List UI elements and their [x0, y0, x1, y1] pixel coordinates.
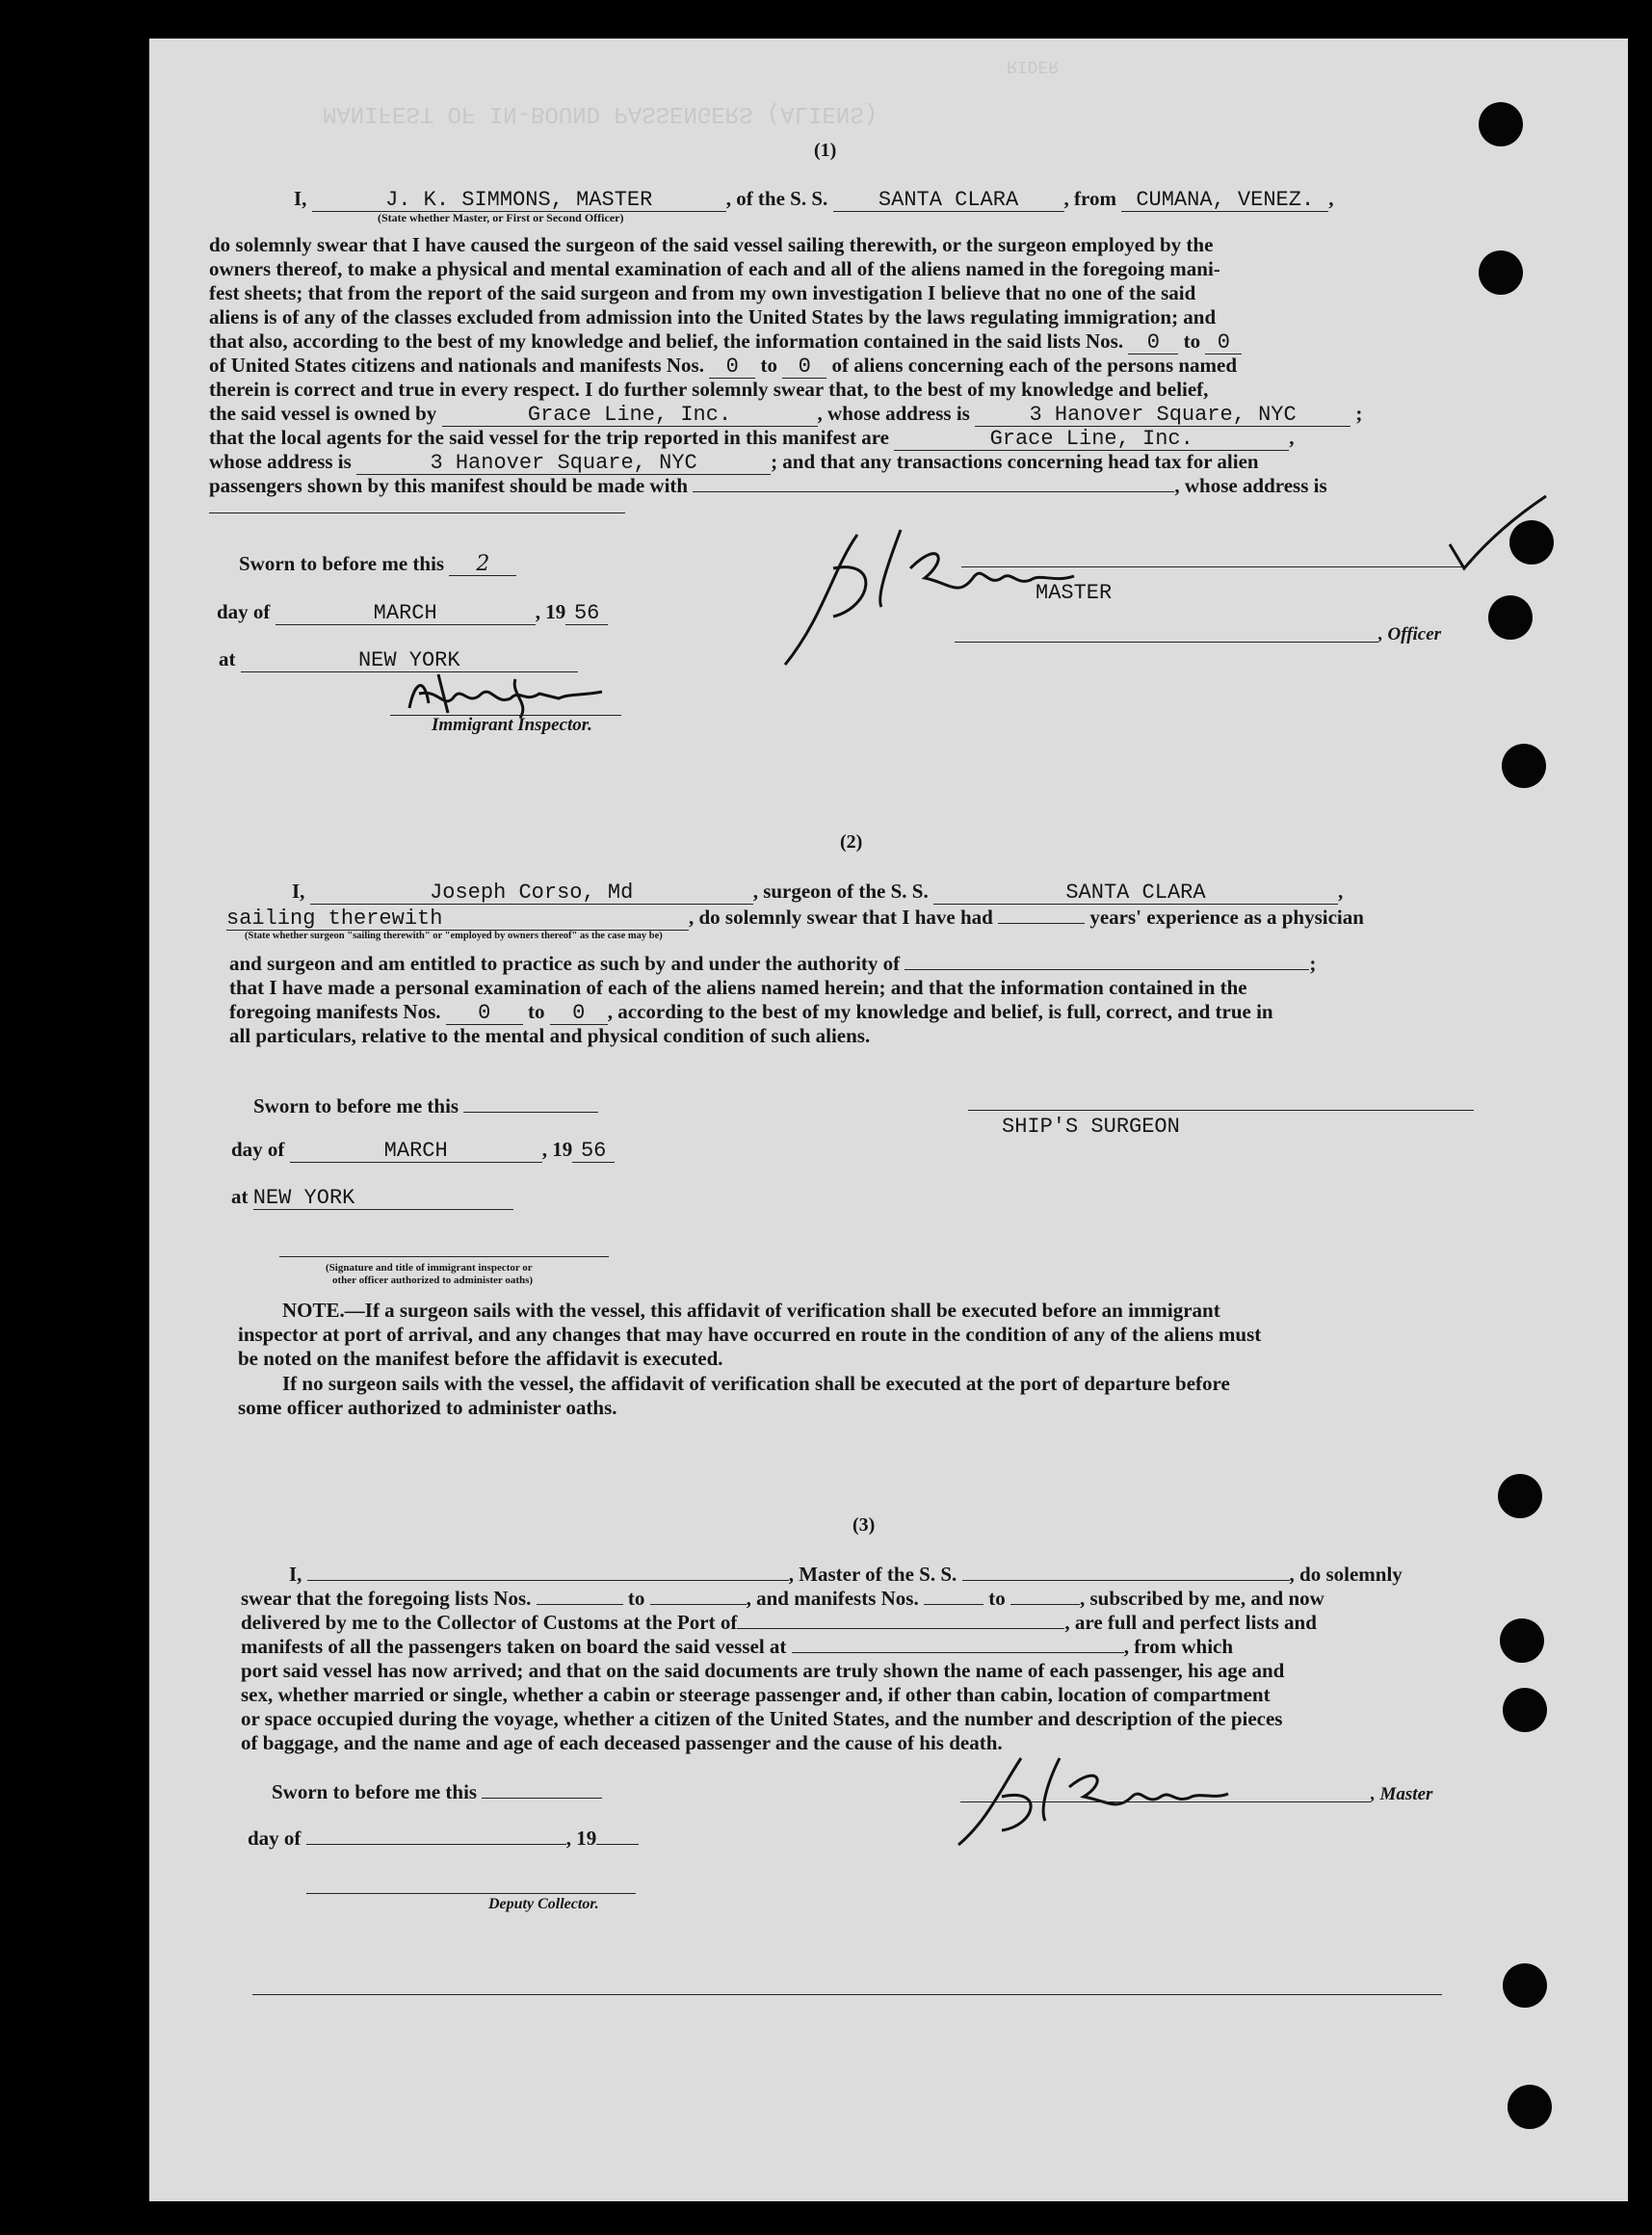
agents-field[interactable]: Grace Line, Inc. — [894, 429, 1289, 451]
surgeon-sworn-line: Sworn to before me this — [253, 1094, 598, 1118]
document-page — [149, 39, 1628, 2201]
sig-hint: (Signature and title of immigrant inspector or — [326, 1262, 533, 1274]
officer-line[interactable] — [955, 642, 1378, 643]
sec3-lists-from-field[interactable] — [537, 1587, 623, 1605]
surgeon-place-field[interactable]: NEW YORK — [253, 1188, 513, 1210]
master-title: MASTER — [1036, 581, 1113, 605]
surgeon-day-line: day of MARCH , 19 56 — [231, 1138, 615, 1163]
place-field[interactable]: NEW YORK — [241, 650, 578, 672]
particulars-text: all particulars, relative to the mental and physical condition of such aliens. — [229, 1024, 871, 1047]
sec3-month-field[interactable] — [306, 1827, 566, 1845]
at-line: at NEW YORK — [219, 647, 578, 672]
inspector-sig-line-2[interactable] — [279, 1256, 609, 1257]
punch-hole — [1502, 744, 1546, 788]
punch-hole — [1503, 1963, 1547, 2008]
officer-label: , Officer — [1378, 624, 1442, 644]
surgeon-name-field[interactable]: Joseph Corso, Md — [310, 882, 753, 905]
head-tax-line: passengers shown by this manifest should be made with , whose address is — [209, 474, 1327, 497]
sec3-lists-line: swear that the foregoing lists Nos. to , and manifests Nos. to , subscribed by me, and now — [241, 1587, 1324, 1610]
from-port-field[interactable]: CUMANA, VENEZ. — [1121, 190, 1328, 212]
sec3-text: port said vessel has now arrived; and that on the said documents are truly shown the name of each passenger, his age and — [241, 1659, 1285, 1682]
sec3-master-line: I, , Master of the S. S. , do solemnly — [289, 1563, 1403, 1586]
ships-surgeon-label: SHIP'S SURGEON — [1002, 1115, 1180, 1139]
manifests-line: foregoing manifests Nos. 0 to 0 , according to the best of my knowledge and belief, is full, correct, and true in — [229, 1000, 1273, 1025]
section-2-number: (2) — [840, 831, 863, 853]
manifests-from-field[interactable]: 0 — [709, 356, 755, 379]
master-hint: (State whether Master, or First or Second Officer) — [378, 211, 624, 224]
section-1-number: (1) — [814, 140, 837, 161]
years-field[interactable] — [998, 906, 1085, 924]
sec3-text: or space occupied during the voyage, whether a citizen of the United States, and the number and description of the pieces — [241, 1707, 1283, 1730]
sig-hint: other officer authorized to administer oaths) — [332, 1275, 534, 1286]
check-mark — [1445, 491, 1551, 578]
examination-text: that I have made a personal examination of each of the aliens named herein; and that the information contained in the — [229, 976, 1247, 999]
bleed-through-text: MANIFEST OF IN-BOUND PASSENGERS (ALIENS) — [323, 100, 878, 126]
lists-to-field[interactable]: 0 — [1205, 332, 1242, 355]
punch-hole — [1479, 250, 1523, 295]
month-field[interactable]: MARCH — [275, 603, 536, 625]
surgeon-year-field[interactable]: 56 — [572, 1141, 615, 1163]
sec3-sworn-day-field[interactable] — [482, 1780, 602, 1799]
surgeon-manifest-from-field[interactable]: 0 — [446, 1003, 523, 1025]
note-text: some officer authorized to administer oaths. — [238, 1396, 617, 1419]
oath-lists-line: that also, according to the best of my knowledge and belief, the information contained in the said lists Nos. 0 to 0 — [209, 329, 1242, 355]
owner-field[interactable]: Grace Line, Inc. — [442, 405, 818, 427]
sec3-port-field[interactable] — [737, 1611, 1064, 1629]
owner-line: the said vessel is owned by Grace Line, Inc. , whose address is 3 Hanover Square, NYC ; — [209, 402, 1363, 427]
master-name-field[interactable]: J. K. SIMMONS, MASTER — [312, 190, 726, 212]
sworn-day-field[interactable]: 2 — [449, 554, 516, 576]
punch-hole — [1500, 1618, 1544, 1663]
sec3-port-line: delivered by me to the Collector of Customs at the Port of , are full and perfect lists and — [241, 1611, 1317, 1634]
sec3-sworn-line: Sworn to before me this — [272, 1780, 602, 1803]
sec3-vessel-at-line: manifests of all the passengers taken on board the said vessel at , from which — [241, 1635, 1234, 1658]
punch-hole — [1488, 595, 1533, 640]
sworn-line: Sworn to before me this 2 — [239, 552, 516, 576]
agents-line: that the local agents for the said vessel for the trip reported in this manifest are Grace Line, Inc. , — [209, 426, 1295, 451]
surgeon-line: I, Joseph Corso, Md , surgeon of the S. S. SANTA CLARA , — [292, 880, 1344, 905]
master-signature-line[interactable] — [961, 566, 1467, 567]
sec3-vessel-at-field[interactable] — [792, 1635, 1124, 1653]
sec3-name-field[interactable] — [307, 1563, 789, 1581]
oath-text: do solemnly swear that I have caused the surgeon of the said vessel sailing therewith, or the surgeon employed by the — [209, 233, 1214, 256]
deputy-collector-label: Deputy Collector. — [488, 1896, 599, 1912]
surgeon-sworn-day-field[interactable] — [463, 1094, 598, 1113]
sec3-year-field[interactable] — [596, 1827, 639, 1845]
sec3-day-line: day of , 19 — [248, 1827, 639, 1850]
punch-hole — [1508, 2085, 1552, 2129]
inspector-signature — [400, 665, 621, 723]
lists-from-field[interactable]: 0 — [1128, 332, 1178, 355]
oath-text: therein is correct and true in every respect. I do further solemnly swear that, to the best of my knowledge and belief, — [209, 378, 1209, 401]
manifests-to-field[interactable]: 0 — [782, 356, 826, 379]
note-line: NOTE.—If a surgeon sails with the vessel, this affidavit of verification shall be executed before an immigrant — [282, 1299, 1220, 1322]
surgeon-month-field[interactable]: MARCH — [290, 1141, 542, 1163]
oath-text: aliens is of any of the classes excluded from admission into the United States by the laws regulating immigration; and — [209, 305, 1217, 329]
sec3-lists-to-field[interactable] — [650, 1587, 747, 1605]
sec3-text: of baggage, and the name and age of each deceased passenger and the cause of his death. — [241, 1731, 1003, 1754]
sailing-hint: (State whether surgeon "sailing therewith" or "employed by owners thereof" as the case may be) — [245, 931, 663, 941]
punch-hole — [1503, 1688, 1547, 1732]
note-head: NOTE. — [282, 1299, 345, 1322]
owner-address-field[interactable]: 3 Hanover Square, NYC — [975, 405, 1350, 427]
master-line: I, J. K. SIMMONS, MASTER , of the S. S. SANTA CLARA , from CUMANA, VENEZ. , — [294, 187, 1334, 212]
surgeon-at-line: at NEW YORK — [231, 1185, 513, 1210]
inspector-label: Immigrant Inspector. — [432, 715, 592, 735]
authority-line: and surgeon and am entitled to practice as such by and under the authority of ; — [229, 952, 1317, 975]
day-of-line: day of MARCH , 19 56 — [217, 600, 608, 625]
sec3-vessel-field[interactable] — [962, 1563, 1290, 1581]
deputy-signature-line[interactable] — [306, 1893, 636, 1894]
sec3-master-signature-line[interactable] — [960, 1801, 1371, 1802]
note-text: If no surgeon sails with the vessel, the affidavit of verification shall be executed at the port of departure before — [282, 1372, 1230, 1395]
surgeon-manifest-to-field[interactable]: 0 — [550, 1003, 608, 1025]
note-text: be noted on the manifest before the affidavit is executed. — [238, 1347, 723, 1370]
punch-hole — [1479, 102, 1523, 146]
experience-line: sailing therewith , do solemnly swear that I have had years' experience as a physician — [226, 906, 1364, 931]
authority-field[interactable] — [905, 952, 1309, 970]
agents-address-field[interactable]: 3 Hanover Square, NYC — [356, 453, 771, 475]
punch-hole — [1498, 1474, 1542, 1518]
agents-address-line: whose address is 3 Hanover Square, NYC ; and that any transactions concerning head tax for alien — [209, 450, 1259, 475]
bleed-through-text: RIDER — [1007, 56, 1060, 75]
oath-text: owners thereof, to make a physical and mental examination of each and all of the aliens named in the foregoing mani- — [209, 257, 1220, 280]
sec3-manifests-from-field[interactable] — [924, 1587, 983, 1605]
surgeon-vessel-field[interactable]: SANTA CLARA — [933, 882, 1338, 905]
footer-rule — [252, 1994, 1442, 1995]
head-tax-field[interactable] — [693, 474, 1174, 492]
year-field[interactable]: 56 — [565, 603, 608, 625]
note-text: inspector at port of arrival, and any changes that may have occurred en route in the condition of any of the aliens must — [238, 1323, 1262, 1346]
sec3-master-label: , Master — [1371, 1784, 1433, 1804]
section-3-number: (3) — [852, 1514, 876, 1536]
oath-text: fest sheets; that from the report of the said surgeon and from my own investigation I believe that no one of the said — [209, 281, 1196, 304]
oath-manifests-line: of United States citizens and nationals and manifests Nos. 0 to 0 of aliens concerning each of the persons named — [209, 354, 1238, 379]
ships-surgeon-signature-line[interactable] — [968, 1110, 1474, 1111]
sec3-master-signature — [939, 1744, 1228, 1850]
vessel-field[interactable]: SANTA CLARA — [833, 190, 1064, 212]
sec3-manifests-to-field[interactable] — [1010, 1587, 1080, 1605]
sailing-field[interactable]: sailing therewith — [226, 908, 689, 931]
sec3-text: sex, whether married or single, whether a cabin or steerage passenger and, if other than cabin, location of compartment — [241, 1683, 1271, 1706]
